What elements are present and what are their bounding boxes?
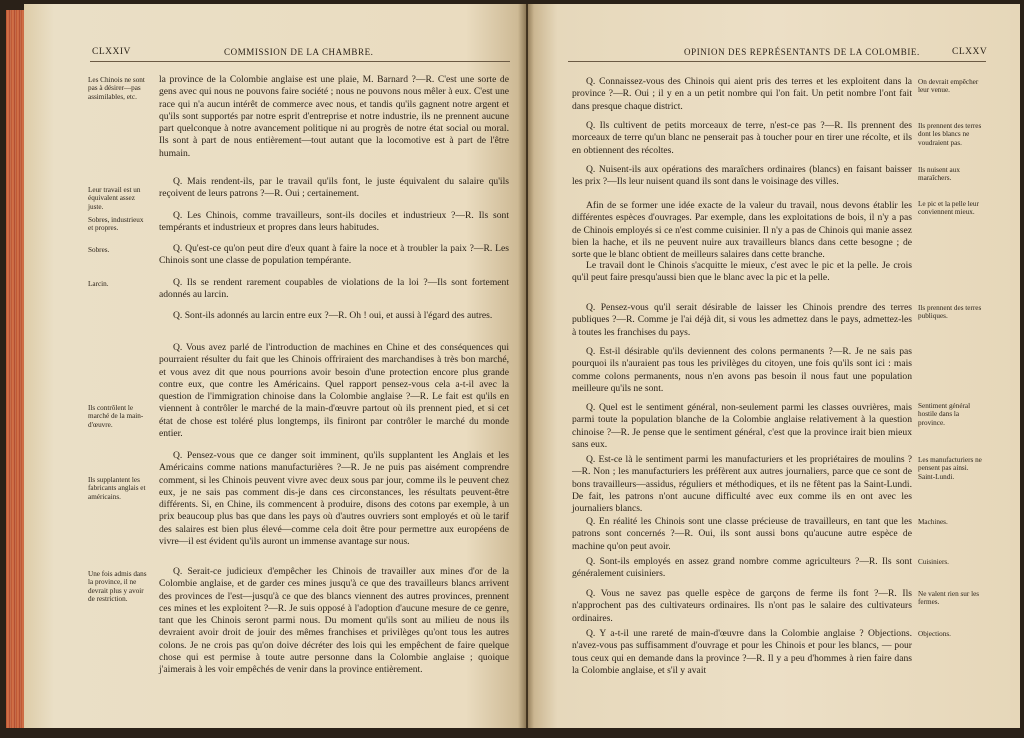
left-header-rule — [90, 61, 510, 62]
left-paragraph-8: Q. Pensez-vous que ce danger soit imminent, qu'ils supplantent les Anglais et les Américains comme nations manufacturières ?—R. Je ne puis pas aisément comprendre comment, si les Chinois peuvent vivre avec deux sous par jour, comme ils le peuvent chez eux, je ne sais pas comment dis-je dans ces circonstances, les résultats peuvent-être différents. Si, en Chine, ils commencent à produire, disons des cotons par exemple, à un prix beaucoup plus bas que dans les pays où d'autres ouvriers sont employés et où le tarif des salaires est bien plus élevé—comme cela doit être pour permettre aux européens de vivre—il est évident qu'ils auront un immense avantage sur nous. — [159, 450, 509, 548]
right-margin-note-5: Ils prennent des terres publiques. — [918, 304, 982, 321]
right-margin-note-9: Cuisiniers. — [918, 558, 949, 566]
book-gutter — [518, 4, 534, 728]
right-margin-note-6: Sentiment général hostile dans la province. — [918, 402, 971, 427]
right-page — [528, 4, 1020, 728]
right-margin-note-2: Ils prennent des terres dont les blancs ne voudraient pas. — [918, 122, 982, 147]
right-running-head: OPINION DES REPRÉSENTANTS DE LA COLOMBIE. — [684, 47, 920, 57]
right-margin-note-11: Objections. — [918, 630, 951, 638]
left-margin-note-4: Sobres. — [88, 246, 110, 254]
left-margin-note-6: Ils contrôlent le marché de la main-d'œuvre. — [88, 404, 144, 429]
right-paragraph-13: Q. Y a-t-il une rareté de main-d'œuvre dans la Colombie anglaise ? Objections. n'avez-vous pas suffisamment d'ouvrage et pour les Chinois et pour les blancs, — pour tous ceux qui en demande dans la province ?—R. Il y a peu d'hommes à rien faire dans la Colombie anglaise, et s'il y avait — [572, 628, 912, 676]
left-margin-note-5: Larcin. — [88, 280, 109, 288]
right-paragraph-1: Q. Connaissez-vous des Chinois qui aient pris des terres et les exploitent dans la province ?—R. Oui ; il y en a un petit nombre qui l'on fait. Un petit nombre l'ont fait dans presque chaque district. — [572, 76, 912, 112]
left-margin-note-8: Une fois admis dans la province, il ne devrait plus y avoir de restriction. — [88, 570, 147, 603]
left-margin-note-1: Les Chinois ne sont pas à désirer—pas assimilables, etc. — [88, 76, 145, 101]
right-page-number: CLXXV — [952, 47, 988, 57]
right-margin-note-8: Machines. — [918, 518, 948, 526]
open-book — [6, 4, 1020, 734]
right-paragraph-7: Q. Est-il désirable qu'ils deviennent des colons permanents ?—R. Je ne sais pas pourquoi ils n'auraient pas tous les privilèges du citoyen, une fois qu'ils sont ici : mais comme colons permanents, nous n'en avons pas besoin il nous faut une population meilleure qu'ils ne sont. — [572, 346, 912, 394]
right-paragraph-3: Q. Nuisent-ils aux opérations des maraîchers ordinaires (blancs) en faisant baisser les prix ?—Ils leur nuisent quand ils sont dans le voisinage des villes. — [572, 164, 912, 188]
right-margin-note-7: Les manufacturiers ne pensent pas ainsi. Saint-Lundi. — [918, 456, 982, 481]
right-paragraph-6: Q. Pensez-vous qu'il serait désirable de laisser les Chinois prendre des terres publiques ?—R. Comme je l'ai déjà dit, si vous les admettez dans le pays, admettez-les à toutes les franchises du pays. — [572, 302, 912, 338]
left-paragraph-1: la province de la Colombie anglaise est une plaie, M. Barnard ?—R. C'est une sorte de gens avec qui nous ne pouvons faire société ; nous ne pouvons nous mêler à eux. C'est une race qui n'a aucun intérêt de commerce avec nous, et tandis qu'ils gagnent notre argent et qu'ils sont supportés par notre esprit d'entreprise et notre industrie, ils ne prennent aucune part quelconque à notre avancement politique ni au progrès de notre état social ou moral. Ils sont à part de nous entièrement—tout autant que la locomotive est à part de l'être humain. — [159, 74, 509, 159]
right-margin-note-1: On devrait empêcher leur venue. — [918, 78, 979, 95]
left-page-number: CLXXIV — [92, 47, 131, 57]
right-margin-note-4: Le pic et la pelle leur conviennent mieux. — [918, 200, 979, 217]
right-paragraph-4: Afin de se former une idée exacte de la valeur du travail, nous devons établir les différentes espèces d'ouvrages. Par exemple, dans les exploitations de bois, il n'y a pas de Chinois employés si ce n'est comme cuisinier. Il n'y a pas de Chinois qui manie assez bien la hache, et ils ne peuvent nuire aux travailleurs blancs dans cette besogne ; de sorte que le blanc obtient de meilleurs salaires dans cette branche. — [572, 200, 912, 261]
left-margin-note-3: Sobres, industrieux et propres. — [88, 216, 144, 233]
left-margin-note-7: Ils supplantent les fabricants anglais et américains. — [88, 476, 146, 501]
page-edges — [6, 10, 26, 728]
right-margin-note-3: Ils nuisent aux maraîchers. — [918, 166, 960, 183]
left-paragraph-3: Q. Les Chinois, comme travailleurs, sont-ils dociles et industrieux ?—R. Ils sont tempérants et industrieux et propres dans leurs habitudes. — [159, 210, 509, 234]
right-paragraph-8: Q. Quel est le sentiment général, non-seulement parmi les classes ouvrières, mais parmi toute la population blanche de la Colombie anglaise relativement à la question chinoise ?—R. Je pense que le sentiment général, c'est que la province irait bien mieux sans eux. — [572, 402, 912, 450]
right-paragraph-5: Le travail dont le Chinois s'acquitte le mieux, c'est avec le pic et la pelle. Je crois qu'il peut faire presqu'aussi bien que le blanc avec la pic et la pelle. — [572, 260, 912, 284]
left-paragraph-7: Q. Vous avez parlé de l'introduction de machines en Chine et des conséquences qui pourraient résulter du fait que les Chinois offriraient des marchandises à très bon marché, et vous avez dit que nous pourrions avoir besoin d'une protection encore plus grande contre eux, que contre les Américains. Quel rapport pensez-vous cela a-t-il avec la question de l'immigration chinoise dans la Colombie anglaise ?—R. Le fait est qu'ils en viennent à contrôler le marché de la main-d'œuvre partout où ils prennent pied, et si cet état de chose est toléré plus longtemps, ils finiront par contrôler le marché du monde entier. — [159, 342, 509, 440]
right-paragraph-2: Q. Ils cultivent de petits morceaux de terre, n'est-ce pas ?—R. Ils prennent des morceaux de terre qu'un blanc ne penserait pas à toucher pour en tirer une récolte, et ils en obtiennent des récoltes. — [572, 120, 912, 156]
left-margin-note-2: Leur travail est un équivalent assez juste. — [88, 186, 141, 211]
left-paragraph-4: Q. Qu'est-ce qu'on peut dire d'eux quant à faire la noce et à troubler la paix ?—R. Les Chinois sont une classe de population tempérante. — [159, 243, 509, 267]
left-running-head: COMMISSION DE LA CHAMBRE. — [224, 47, 374, 57]
left-paragraph-5: Q. Ils se rendent rarement coupables de violations de la loi ?—Ils sont fortement adonnés au larcin. — [159, 277, 509, 301]
right-paragraph-12: Q. Vous ne savez pas quelle espèce de garçons de ferme ils font ?—R. Ils n'approchent pas des cultivateurs ordinaires. Ils n'ont pas le salaire des cultivateurs ordinaires. — [572, 588, 912, 624]
right-header-rule — [568, 61, 986, 62]
left-page — [24, 4, 526, 728]
right-paragraph-9: Q. Est-ce là le sentiment parmi les manufacturiers et les propriétaires de moulins ?—R. Non ; les manufacturiers les préfèrent aux autres journaliers, parce que ce sont de bons travailleurs—assidus, réguliers et méthodiques, et ils ne fêtent pas la Saint-Lundi. De fait, les patrons n'ont aucune difficulté avec eux comme ils en ont avec les journaliers blancs. — [572, 454, 912, 515]
left-paragraph-9: Q. Serait-ce judicieux d'empêcher les Chinois de travailler aux mines d'or de la Colombie anglaise, et de garder ces mines jusqu'à ce que des travailleurs blancs arrivent des provinces de l'est—jusqu'à ce que des blancs viennent des autres provinces, prennent ces mines et les exploitent ?—R. Je suis opposé à l'adoption d'aucune mesure de ce genre, tant que les Chinois seront parmi nous. Du moment qu'ils sont au milieu de nous ils devraient avoir droit de jouir des mêmes franchises et privilèges qu'ont tous les autres colons. Je ne crois pas qu'on doive décréter des lois qui les empêchent de faire quelque chose qui est permise à toute autre personne dans la Colombie anglaise ; quoique j'aimerais à les voir empêchés de venir dans la province entièrement. — [159, 566, 509, 676]
right-margin-note-10: Ne valent rien sur les fermes. — [918, 590, 980, 607]
left-paragraph-2: Q. Mais rendent-ils, par le travail qu'ils font, le juste équivalent du salaire qu'ils reçoivent de leurs patrons ?—R. Oui ; certainement. — [159, 176, 509, 200]
left-paragraph-6: Q. Sont-ils adonnés au larcin entre eux ?—R. Oh ! oui, et aussi à l'égard des autres. — [173, 310, 493, 321]
right-paragraph-11: Q. Sont-ils employés en assez grand nombre comme agriculteurs ?—R. Ils sont généralement cuisiniers. — [572, 556, 912, 580]
right-paragraph-10: Q. En réalité les Chinois sont une classe précieuse de travailleurs, en tant que les patrons sont concernés ?—R. Oui, ils sont aussi bons qu'aucune autre espèce de machine qu'on peut avoir. — [572, 516, 912, 552]
